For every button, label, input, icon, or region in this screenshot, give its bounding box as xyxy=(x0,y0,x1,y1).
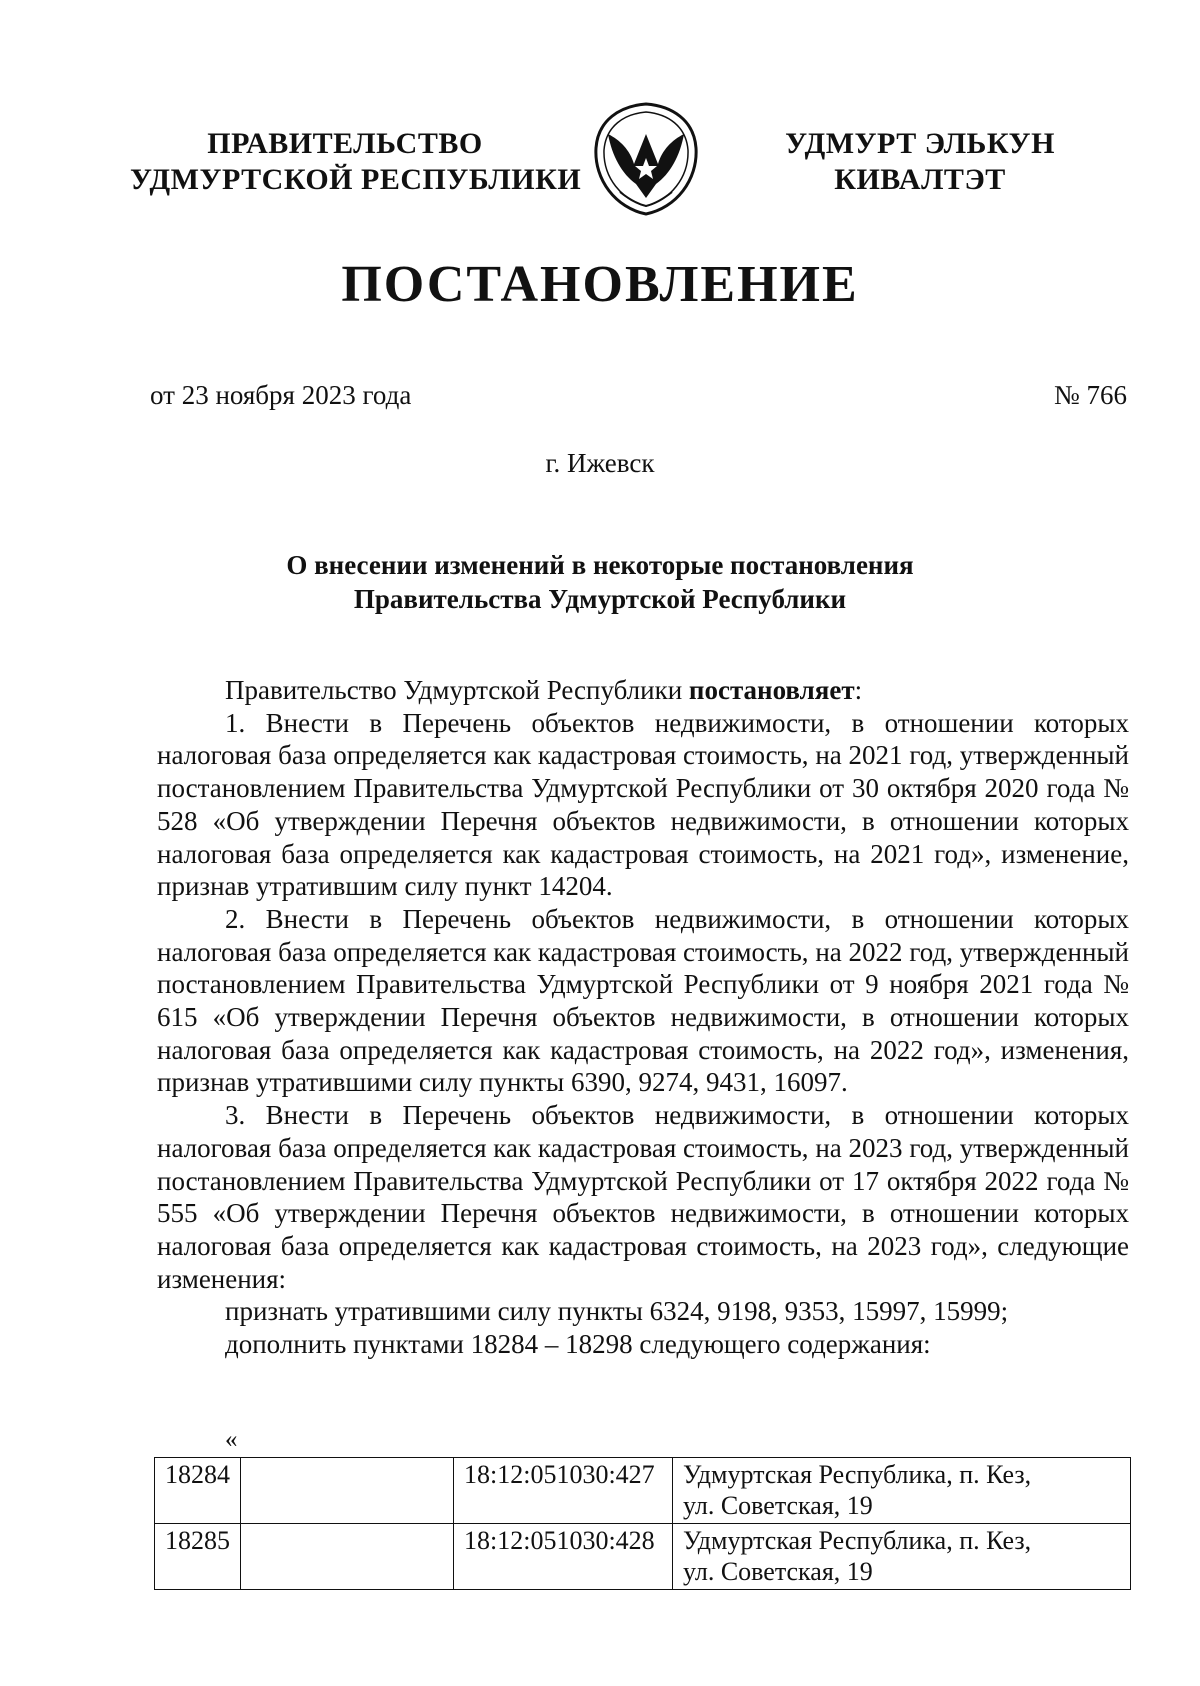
paragraph-3: 3. Внести в Перечень объектов недвижимости, в отношении которых налоговая база определяется как кадастровая стоимость, на 2023 год, утвержденный постановлением Правительства Удмуртской Республики от 17 октября 2022 года № 555 «Об утверждении Перечня объектов недвижимости, в отношении которых налоговая база определяется как кадастровая стоимость, на 2023 год», следующие изменения: xyxy=(157,1100,1129,1294)
paragraph-2: 2. Внести в Перечень объектов недвижимости, в отношении которых налоговая база определяется как кадастровая стоимость, на 2022 год, утвержденный постановлением Правительства Удмуртской Республики от 9 ноября 2021 года № 615 «Об утверждении Перечня объектов недвижимости, в отношении которых налоговая база определяется как кадастровая стоимость, на 2022 год», изменения, признав утратившими силу пункты 6390, 9274, 9431, 16097. xyxy=(157,903,1129,1098)
header-right-line2: КИВАЛТЭТ xyxy=(834,163,1006,196)
document-body xyxy=(157,674,1129,1361)
table-row xyxy=(155,1524,1131,1590)
opening-quote: « xyxy=(225,1426,238,1453)
document-date: от 23 ноября 2023 года xyxy=(150,380,412,410)
row-address xyxy=(673,1458,1131,1524)
row-empty-cell xyxy=(241,1458,454,1524)
paragraph-3-item-a: признать утратившими силу пункты 6324, 9198, 9353, 15997, 15999; xyxy=(225,1296,1009,1327)
table-row xyxy=(155,1458,1131,1524)
header-right-line1: УДМУРТ ЭЛЬКУН xyxy=(785,127,1055,160)
header-left-line2: УДМУРТСКОЙ РЕСПУБЛИКИ xyxy=(130,163,582,196)
header-left-org-name xyxy=(130,126,582,198)
coat-of-arms-icon xyxy=(590,100,702,218)
row-empty-cell xyxy=(241,1524,454,1590)
objects-table xyxy=(154,1457,1131,1590)
subject-line2: Правительства Удмуртской Республики xyxy=(353,584,847,614)
header-left-line1: ПРАВИТЕЛЬСТВО xyxy=(207,127,483,160)
row-number: 18285 xyxy=(155,1524,241,1590)
header-right-org-name xyxy=(770,126,1070,198)
document-city: г. Ижевск xyxy=(545,448,655,478)
document-number: № 766 xyxy=(1053,380,1127,410)
intro-bold-verb: постановляет xyxy=(688,675,855,705)
row-number: 18284 xyxy=(155,1458,241,1524)
row-cadastral-number: 18:12:051030:428 xyxy=(454,1524,673,1590)
row-address xyxy=(673,1524,1131,1590)
intro-paragraph xyxy=(157,674,1129,707)
paragraph-1: 1. Внести в Перечень объектов недвижимости, в отношении которых налоговая база определяется как кадастровая стоимость, на 2021 год, утвержденный постановлением Правительства Удмуртской Республики от 30 октября 2020 года № 528 «Об утверждении Перечня объектов недвижимости, в отношении которых налоговая база определяется как кадастровая стоимость, на 2021 год», изменение, признав утратившим силу пункт 14204. xyxy=(157,707,1129,902)
subject-line1: О внесении изменений в некоторые постановления xyxy=(286,550,914,580)
address-line2: ул. Советская, 19 xyxy=(683,1491,873,1520)
address-line1: Удмуртская Республика, п. Кез, xyxy=(683,1526,1032,1555)
document-subject xyxy=(0,548,1200,616)
row-cadastral-number: 18:12:051030:427 xyxy=(454,1458,673,1524)
paragraph-3-item-b: дополнить пунктами 18284 – 18298 следующего содержания: xyxy=(225,1329,931,1360)
intro-text: Правительство Удмуртской Республики xyxy=(225,675,689,705)
intro-colon: : xyxy=(854,675,863,705)
address-line2: ул. Советская, 19 xyxy=(683,1557,873,1586)
address-line1: Удмуртская Республика, п. Кез, xyxy=(683,1460,1032,1489)
document-type-title: ПОСТАНОВЛЕНИЕ xyxy=(341,256,859,313)
